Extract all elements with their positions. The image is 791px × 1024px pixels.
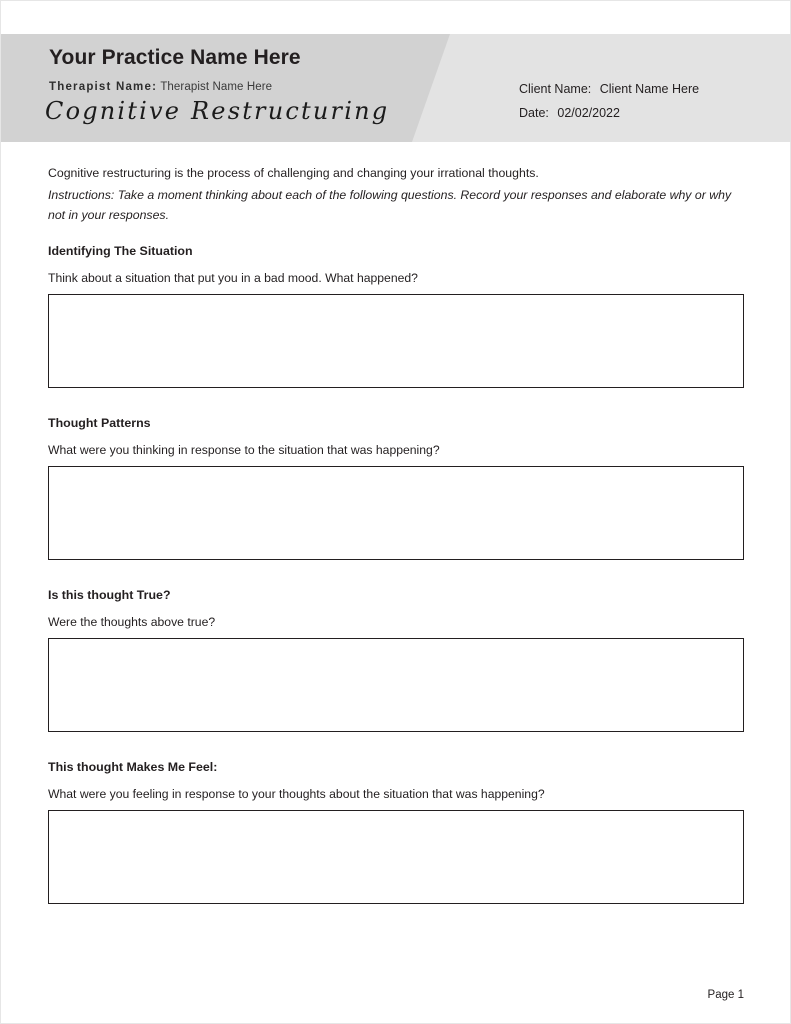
section-title: Identifying The Situation [48, 244, 193, 258]
therapist-name-line [49, 81, 272, 93]
client-name-line [519, 82, 699, 96]
answer-field-situation[interactable] [48, 294, 744, 388]
section-is-this-thought-true [48, 588, 746, 732]
section-title: Is this thought True? [48, 588, 171, 602]
intro-block [48, 164, 748, 226]
date-line [519, 106, 620, 120]
section-identifying-the-situation [48, 244, 746, 388]
section-title: Thought Patterns [48, 416, 151, 430]
intro-instructions-text: Instructions: Take a moment thinking about each of the following questions. Record your responses and elaborate why or why not in your responses. [48, 188, 732, 222]
practice-name: Your Practice Name Here [49, 46, 301, 69]
date-value: 02/02/2022 [557, 106, 620, 120]
section-prompt: What were you feeling in response to your thoughts about the situation that was happening? [48, 787, 545, 801]
section-title: This thought Makes Me Feel: [48, 760, 218, 774]
client-name-value: Client Name Here [599, 82, 700, 96]
page-title: Cognitive Restructuring [45, 97, 390, 125]
section-thought-patterns [48, 416, 746, 560]
page-number: Page 1 [707, 989, 744, 1001]
answer-field-thought-patterns[interactable] [48, 466, 744, 560]
date-label: Date: [519, 106, 549, 120]
answer-field-makes-me-feel[interactable] [48, 810, 744, 904]
therapist-name-value: Therapist Name Here [160, 81, 273, 93]
section-prompt: What were you thinking in response to the situation that was happening? [48, 443, 440, 457]
section-prompt: Think about a situation that put you in a bad mood. What happened? [48, 271, 418, 285]
sections-list [48, 244, 746, 932]
document-header [1, 34, 791, 142]
section-this-thought-makes-me-feel [48, 760, 746, 904]
client-name-label: Client Name: [519, 82, 592, 96]
answer-field-thought-true[interactable] [48, 638, 744, 732]
therapist-name-label: Therapist Name: [49, 81, 158, 93]
section-prompt: Were the thoughts above true? [48, 615, 216, 629]
intro-lead-text: Cognitive restructuring is the process of challenging and changing your irrational thoughts. [48, 166, 539, 180]
